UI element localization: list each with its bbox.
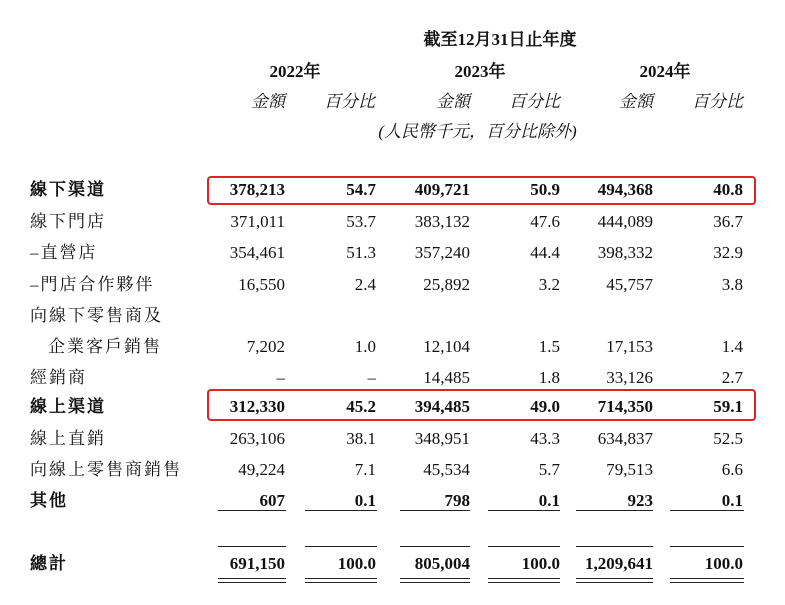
table-cell: 3.2 <box>538 275 560 294</box>
amount-header-2024: 金額 <box>619 92 653 111</box>
rule-line <box>488 510 560 511</box>
total-2022-amount: 691,150 <box>229 554 285 573</box>
table-cell: 1.5 <box>538 337 560 356</box>
table-cell: – <box>276 368 285 387</box>
row-label: 經銷商 <box>30 368 87 387</box>
double-rule <box>488 578 560 583</box>
table-cell: 444,089 <box>597 212 653 231</box>
rule-line <box>400 546 470 547</box>
table-cell: 1.8 <box>538 368 560 387</box>
table-cell: 43.3 <box>530 429 560 448</box>
period-header: 截至12月31日止年度 <box>423 30 577 49</box>
table-cell: 383,132 <box>414 212 470 231</box>
table-cell: 923 <box>627 491 653 510</box>
table-cell: 371,011 <box>230 212 285 231</box>
table-cell: 409,721 <box>414 180 470 199</box>
rule-line <box>218 510 286 511</box>
unit-note: (人民幣千元，百分比除外) <box>378 122 577 141</box>
table-cell: 59.1 <box>713 397 743 416</box>
percent-header-2024: 百分比 <box>692 92 743 111</box>
rule-line <box>670 510 744 511</box>
amount-header-2023: 金額 <box>436 92 470 111</box>
table-cell: 0.1 <box>538 491 560 510</box>
table-cell: 49.0 <box>530 397 560 416</box>
row-label: 線下渠道 <box>30 180 106 199</box>
table-cell: 25,892 <box>423 275 470 294</box>
double-rule <box>400 578 470 583</box>
double-rule <box>576 578 653 583</box>
table-cell: 32.9 <box>713 243 743 262</box>
rule-line <box>305 510 377 511</box>
table-cell: 348,951 <box>414 429 470 448</box>
table-cell: 5.7 <box>538 460 560 479</box>
table-cell: 0.1 <box>354 491 376 510</box>
table-cell: 398,332 <box>597 243 653 262</box>
row-label: 線上渠道 <box>30 397 106 416</box>
table-cell: 49,224 <box>238 460 285 479</box>
row-label: 其他 <box>30 491 68 510</box>
table-cell: 47.6 <box>530 212 560 231</box>
table-cell: 798 <box>444 491 470 510</box>
table-cell: 0.1 <box>721 491 743 510</box>
table-cell: 714,350 <box>597 397 653 416</box>
table-cell: – <box>367 368 376 387</box>
table-cell: 7.1 <box>354 460 376 479</box>
total-label: 總計 <box>30 554 68 573</box>
table-cell: 263,106 <box>229 429 285 448</box>
table-cell: 16,550 <box>238 275 285 294</box>
table-cell: 394,485 <box>414 397 470 416</box>
row-label: 企業客戶銷售 <box>48 337 162 356</box>
table-cell: 40.8 <box>713 180 743 199</box>
table-cell: 51.3 <box>346 243 376 262</box>
year-2024-header: 2024年 <box>639 62 691 81</box>
table-cell: 53.7 <box>346 212 376 231</box>
row-label: 線下門店 <box>30 212 106 231</box>
rule-line <box>670 546 744 547</box>
online-channel-highlight <box>207 389 756 421</box>
amount-header-2022: 金額 <box>251 92 285 111</box>
rule-line <box>576 510 653 511</box>
table-cell: 12,104 <box>423 337 470 356</box>
table-cell: 17,153 <box>606 337 653 356</box>
rule-line <box>576 546 653 547</box>
year-2023-header: 2023年 <box>454 62 506 81</box>
year-2022-header: 2022年 <box>269 62 321 81</box>
total-2024-percent: 100.0 <box>704 554 743 573</box>
total-2024-amount: 1,209,641 <box>585 554 653 573</box>
table-cell: 52.5 <box>713 429 743 448</box>
table-cell: 634,837 <box>597 429 653 448</box>
percent-header-2023: 百分比 <box>509 92 560 111</box>
row-label: 向線上零售商銷售 <box>30 460 182 479</box>
table-cell: 79,513 <box>606 460 653 479</box>
double-rule <box>218 578 286 583</box>
table-cell: 14,485 <box>423 368 470 387</box>
table-cell: 6.6 <box>721 460 743 479</box>
rule-line <box>305 546 377 547</box>
table-cell: 378,213 <box>229 180 285 199</box>
percent-header-2022: 百分比 <box>324 92 375 111</box>
table-cell: 2.4 <box>354 275 376 294</box>
offline-channel-highlight <box>207 176 756 205</box>
table-cell: 44.4 <box>530 243 560 262</box>
table-cell: 312,330 <box>229 397 285 416</box>
table-cell: 3.8 <box>721 275 743 294</box>
table-cell: 36.7 <box>713 212 743 231</box>
table-cell: 357,240 <box>414 243 470 262</box>
table-cell: 7,202 <box>246 337 285 356</box>
table-cell: 1.0 <box>354 337 376 356</box>
table-cell: 45,534 <box>423 460 470 479</box>
total-2022-percent: 100.0 <box>337 554 376 573</box>
table-cell: 38.1 <box>346 429 376 448</box>
row-label: 向線下零售商及 <box>30 306 163 325</box>
row-label: –直營店 <box>30 243 98 262</box>
table-cell: 33,126 <box>606 368 653 387</box>
table-cell: 50.9 <box>530 180 560 199</box>
table-cell: 45,757 <box>606 275 653 294</box>
table-cell: 54.7 <box>346 180 376 199</box>
table-cell: 2.7 <box>721 368 743 387</box>
row-label: 線上直銷 <box>30 429 106 448</box>
table-cell: 45.2 <box>346 397 376 416</box>
rule-line <box>488 546 560 547</box>
total-2023-amount: 805,004 <box>414 554 470 573</box>
table-cell: 1.4 <box>721 337 743 356</box>
rule-line <box>218 546 286 547</box>
double-rule <box>670 578 744 583</box>
table-cell: 494,368 <box>597 180 653 199</box>
table-cell: 354,461 <box>229 243 285 262</box>
rule-line <box>400 510 470 511</box>
double-rule <box>305 578 377 583</box>
total-2023-percent: 100.0 <box>521 554 560 573</box>
table-cell: 607 <box>259 491 285 510</box>
row-label: –門店合作夥伴 <box>30 275 155 294</box>
